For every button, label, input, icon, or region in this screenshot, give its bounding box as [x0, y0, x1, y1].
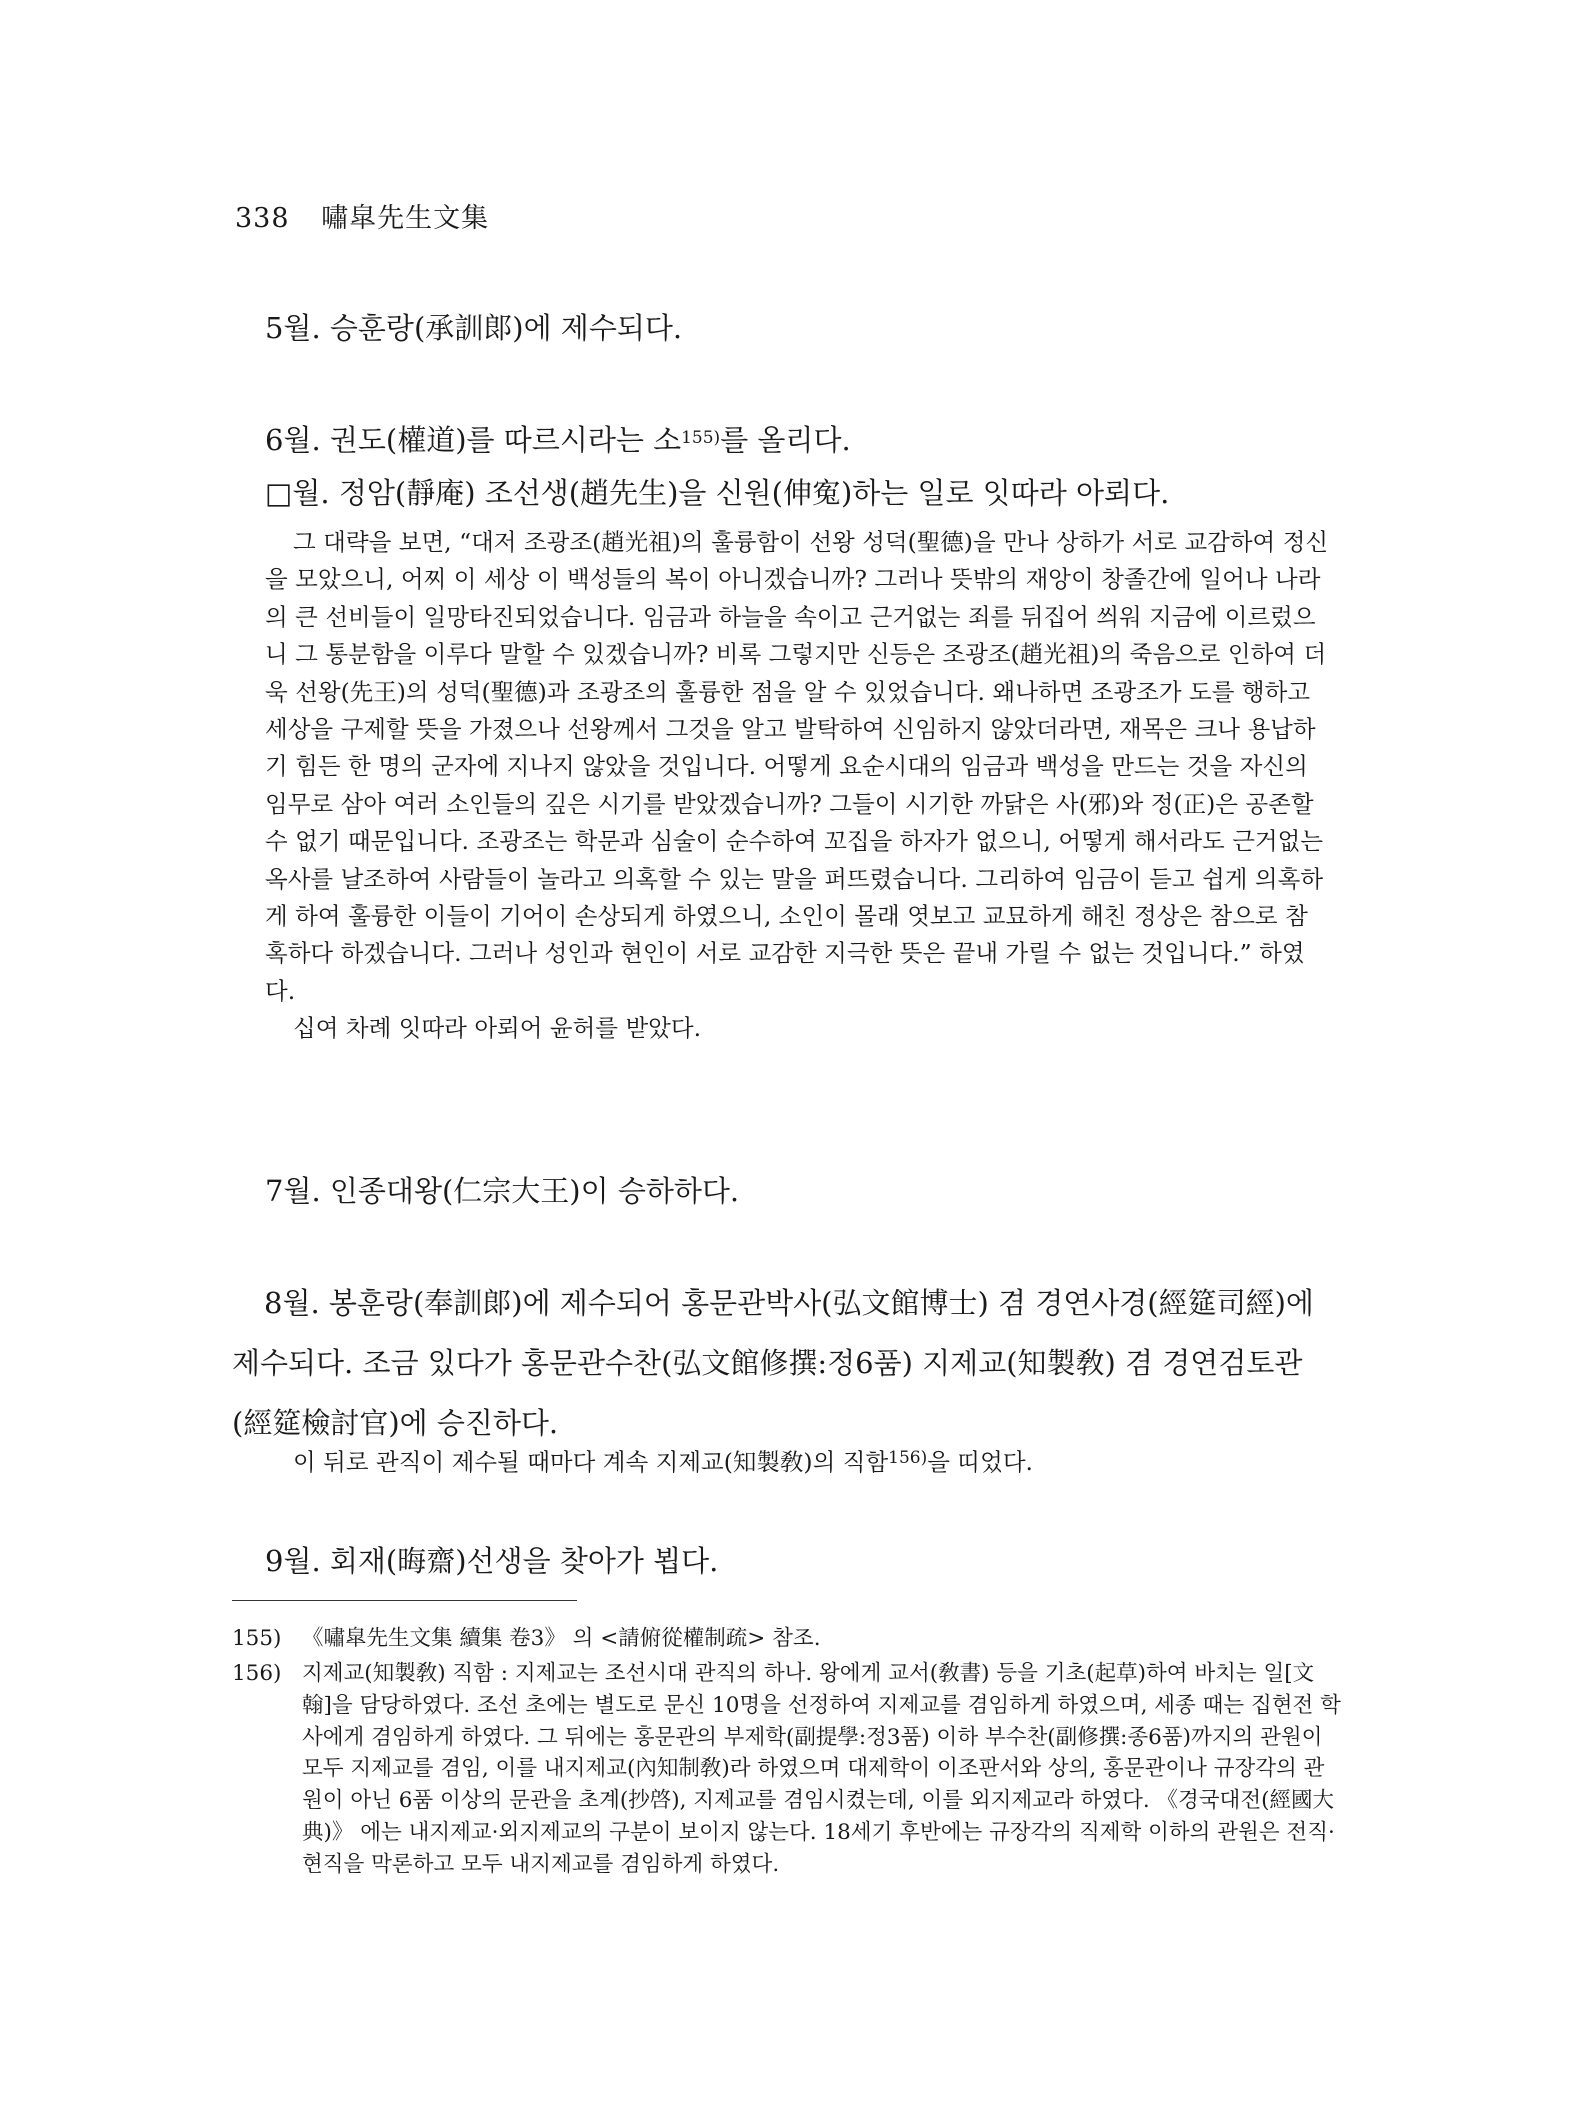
entry-unknown-body: [265, 524, 1330, 1048]
page-number: 338: [235, 203, 290, 234]
footnote-155: [232, 1623, 1342, 1655]
entry-june-text-end: 를 올리다.: [720, 423, 851, 457]
footnote-ref-156[interactable]: 156): [888, 1448, 928, 1468]
entry-may: 5월. 승훈랑(承訓郞)에 제수되다.: [265, 311, 683, 345]
entry-august: 8월. 봉훈랑(奉訓郞)에 제수되어 홍문관박사(弘文館博士) 겸 경연사경(經筵司經)에 제수되다. 조금 있다가 홍문관수찬(弘文館修撰:정6품) 지제교(知製敎) 겸 경연검토관(經筵檢討官)에 승진하다.: [232, 1286, 1314, 1440]
entry-unknown-month: □월. 정암(靜庵) 조선생(趙先生)을 신원(伸寃)하는 일로 잇따라 아뢰다.: [265, 476, 1170, 510]
footnote-number: 155): [232, 1626, 282, 1651]
entry-july: 7월. 인종대왕(仁宗大王)이 승하하다.: [265, 1174, 740, 1208]
entry-august-note-end: 을 띠었다.: [927, 1448, 1033, 1476]
book-title: 嘯皐先生文集: [321, 203, 490, 234]
footnote-text: 지제교(知製敎) 직함 : 지제교는 조선시대 관직의 하나. 왕에게 교서(敎書) 등을 기초(起草)하여 바치는 일[文翰]을 담당하였다. 조선 초에는 별도로 문신 10명을 선정하여 지제교를 겸임하게 하였으며, 세종 때는 집현전 학사에게 겸임하게 하였다. 그 뒤에는 홍문관의 부제학(副提學:정3품) 이하 부수찬(副修撰:종6품)까지의 관원이 모두 지제교를 겸임, 이를 내지제교(內知制敎)라 하였으며 대제학이 이조판서와 상의, 홍문관이나 규장각의 관원이 아닌 6품 이상의 문관을 초계(抄啓), 지제교를 겸임시켰는데, 이를 외지제교라 하였다. 《경국대전(經國大典)》 에는 내지제교·외지제교의 구분이 보이지 않는다. 18세기 후반에는 규장각의 직제학 이하의 관원은 전직·현직을 막론하고 모두 내지제교를 겸임하게 하였다.: [302, 1661, 1341, 1877]
footnote-156: [232, 1658, 1342, 1881]
footnote-number: 156): [232, 1661, 282, 1686]
footnote-separator: [232, 1600, 577, 1601]
entry-august-note-text: 이 뒤로 관직이 제수될 때마다 계속 지제교(知製敎)의 직함: [293, 1448, 889, 1476]
entry-june-text: 6월. 권도(權道)를 따르시라는 소: [265, 423, 682, 457]
footnote-text: 《嘯皐先生文集 續集 卷3》 의 <請俯從權制疏> 참조.: [302, 1626, 821, 1651]
footnote-ref-155[interactable]: 155): [681, 428, 721, 448]
entry-august-note: [293, 1443, 1033, 1477]
body-paragraph-closing: 십여 차례 잇따라 아뢰어 윤허를 받았다.: [293, 1014, 702, 1043]
entry-september: 9월. 회재(晦齋)선생을 찾아가 뵙다.: [265, 1544, 719, 1578]
body-paragraph: 그 대략을 보면, “대저 조광조(趙光祖)의 훌륭함이 선왕 성덕(聖德)을 만나 상하가 서로 교감하여 정신을 모았으니, 어찌 이 세상 이 백성들의 복이 아니겠습니까? 그러나 뜻밖의 재앙이 창졸간에 일어나 나라의 큰 선비들이 일망타진되었습니다. 임금과 하늘을 속이고 근거없는 죄를 뒤집어 씌워 지금에 이르렀으니 그 통분함을 이루다 말할 수 있겠습니까? 비록 그렇지만 신등은 조광조(趙光祖)의 죽음으로 인하여 더욱 선왕(先王)의 성덕(聖德)과 조광조의 훌륭한 점을 알 수 있었습니다. 왜나하면 조광조가 도를 행하고 세상을 구제할 뜻을 가졌으나 선왕께서 그것을 알고 발탁하여 신임하지 않았더라면, 재목은 크나 용납하기 힘든 한 명의 군자에 지나지 않았을 것입니다. 어떻게 요순시대의 임금과 백성을 만드는 것을 자신의 임무로 삼아 여러 소인들의 깊은 시기를 받았겠습니까? 그들이 시기한 까닭은 사(邪)와 정(正)은 공존할 수 없기 때문입니다. 조광조는 학문과 심술이 순수하여 꼬집을 하자가 없으니, 어떻게 해서라도 근거없는 옥사를 날조하여 사람들이 놀라고 의혹할 수 있는 말을 퍼뜨렸습니다. 그리하여 임금이 듣고 쉽게 의혹하게 하여 훌륭한 이들이 기어이 손상되게 하였으니, 소인이 몰래 엿보고 교묘하게 해친 정상은 참으로 참혹하다 하겠습니다. 그러나 성인과 현인이 서로 교감한 지극한 뜻은 끝내 가릴 수 없는 것입니다.” 하였다.: [265, 528, 1329, 1005]
entry-june: [265, 418, 851, 459]
running-header: [235, 196, 489, 235]
